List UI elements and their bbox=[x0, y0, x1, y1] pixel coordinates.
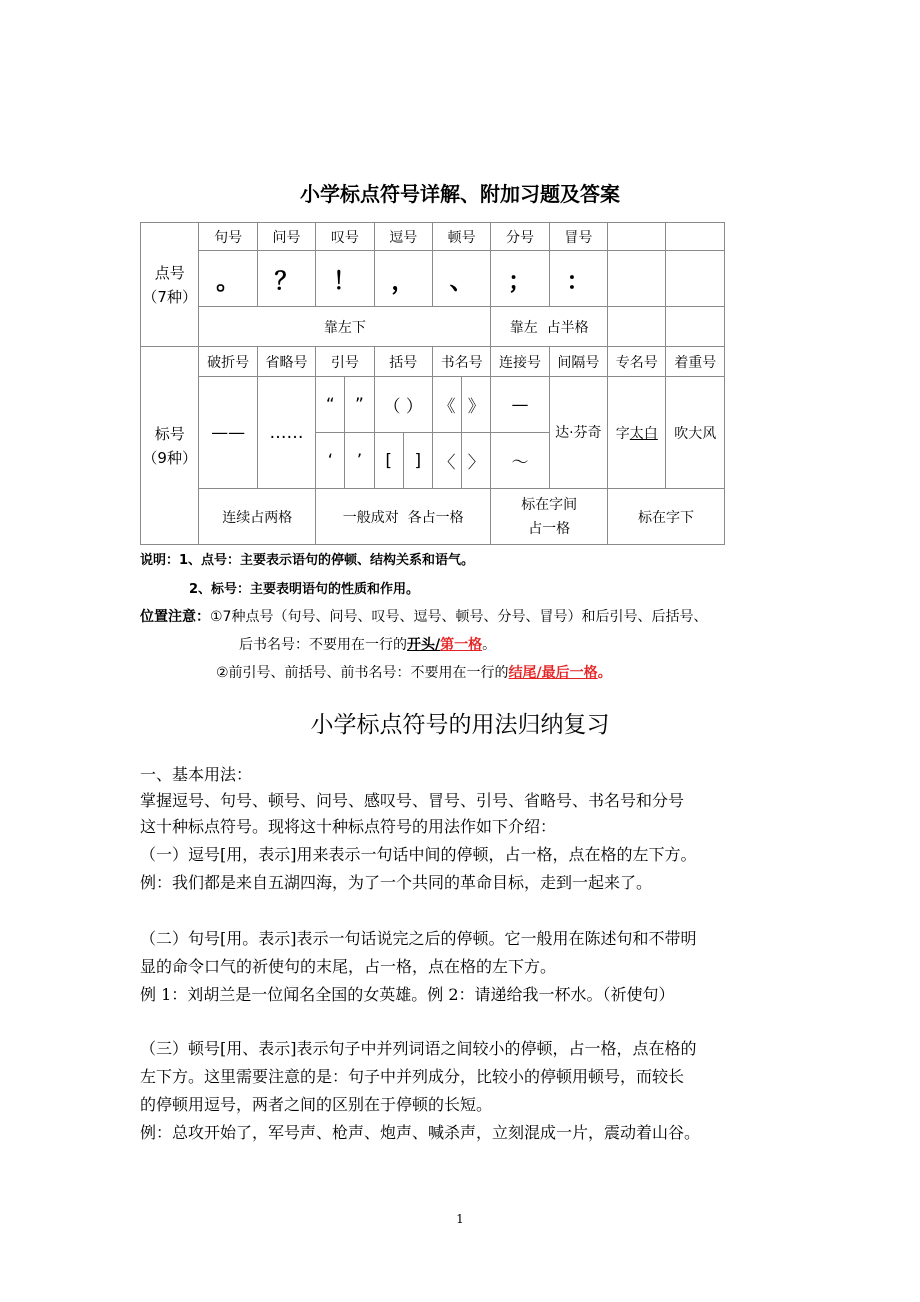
dot-header: 问号 bbox=[257, 223, 315, 251]
book-title-close-symbol: 》 bbox=[462, 377, 491, 433]
body-line: 左下方。这里需要注意的是：句子中并列成分，比较小的停顿用顿号，而较长 bbox=[140, 1067, 685, 1086]
mark-header: 破折号 bbox=[199, 347, 257, 377]
empty-cell bbox=[666, 223, 725, 251]
single-quote-close-symbol: ’ bbox=[345, 433, 374, 489]
position-note-text: ②前引号、前括号、前书名号：不要用在一行的 bbox=[216, 665, 509, 681]
emphasis-example: 吹大风 bbox=[666, 377, 725, 489]
dot-header: 逗号 bbox=[374, 223, 432, 251]
mark-header: 书名号 bbox=[432, 347, 490, 377]
body-line: （二）句号[用。表示]表示一句话说完之后的停顿。它一般用在陈述句和不带明 bbox=[140, 929, 697, 948]
dot-position-note: 靠左 占半格 bbox=[491, 307, 608, 347]
quote-open-symbol: “ bbox=[316, 377, 345, 433]
position-note-text: 后书名号：不要用在一行的 bbox=[239, 637, 407, 653]
body-line: （三）顿号[用、表示]表示句子中并列词语之间较小的停顿，占一格，点在格的 bbox=[140, 1039, 697, 1058]
mark-header: 引号 bbox=[316, 347, 374, 377]
dot-header: 叹号 bbox=[316, 223, 374, 251]
interpunct-example: 达·芬奇 bbox=[549, 377, 607, 489]
body-line: 例：总攻开始了，军号声、枪声、炮声、喊杀声，立刻混成一片，震动着山谷。 bbox=[140, 1123, 701, 1142]
note-line: 2、标号：主要表明语句的性质和作用。 bbox=[189, 582, 420, 597]
empty-cell bbox=[608, 251, 666, 307]
position-note-end: 。 bbox=[597, 665, 612, 681]
mark-position-line: 占一格 bbox=[528, 520, 571, 537]
position-note-line bbox=[140, 606, 707, 626]
body-line: （一）逗号[用，表示]用来表示一句话中间的停顿，占一格，点在格的左下方。 bbox=[140, 845, 697, 864]
page-number: 1 bbox=[456, 1212, 464, 1226]
mark-position-note bbox=[491, 489, 608, 545]
bracket-open-symbol: [ bbox=[374, 433, 403, 489]
punctuation-table bbox=[140, 222, 725, 545]
mark-header: 专名号 bbox=[608, 347, 666, 377]
position-note-label: 位置注意： bbox=[140, 609, 210, 625]
body-line: 显的命令口气的祈使句的末尾，占一格，点在格的左下方。 bbox=[140, 957, 557, 976]
position-note-end: 。 bbox=[482, 637, 497, 653]
body-line: 例 1：刘胡兰是一位闻名全国的女英雄。例 2：请递给我一杯水。（祈使句） bbox=[140, 985, 675, 1004]
dash-symbol: —— bbox=[199, 377, 257, 489]
dot-symbol: ！ bbox=[316, 251, 374, 307]
dot-header: 冒号 bbox=[549, 223, 607, 251]
dot-category-cell bbox=[141, 223, 199, 347]
body-line: 例：我们都是来自五湖四海，为了一个共同的革命目标，走到一起来了。 bbox=[140, 873, 653, 892]
book-title-open-symbol: 《 bbox=[432, 377, 461, 433]
angle-open-symbol: 〈 bbox=[432, 433, 461, 489]
dot-header: 句号 bbox=[199, 223, 257, 251]
mark-header: 括号 bbox=[374, 347, 432, 377]
note-line: 说明：1、点号：主要表示语句的停顿、结构关系和语气。 bbox=[140, 553, 475, 568]
position-note-text: ①7种点号（句号、问号、叹号、逗号、顿号、分号、冒号）和后引号、后括号、 bbox=[210, 609, 708, 625]
proper-noun-prefix: 字 bbox=[615, 425, 630, 442]
empty-cell bbox=[608, 223, 666, 251]
mark-position-note: 连续占两格 bbox=[199, 489, 316, 545]
paren-symbol: （ ） bbox=[374, 377, 432, 433]
dot-symbol: ？ bbox=[257, 251, 315, 307]
position-note-line bbox=[239, 634, 496, 654]
connector-symbol: — bbox=[491, 377, 549, 433]
body-line: 一、基本用法： bbox=[140, 765, 253, 784]
quote-close-symbol: ” bbox=[345, 377, 374, 433]
position-note-underlined: 开头/ bbox=[407, 637, 441, 653]
section-title: 小学标点符号的用法归纳复习 bbox=[310, 712, 610, 738]
proper-noun-example bbox=[608, 377, 666, 489]
mark-header: 间隔号 bbox=[549, 347, 607, 377]
dot-symbol: ； bbox=[491, 251, 549, 307]
single-quote-open-symbol: ‘ bbox=[316, 433, 345, 489]
dot-category-count: （7种） bbox=[142, 287, 197, 306]
empty-cell bbox=[666, 251, 725, 307]
mark-category-count: （9种） bbox=[142, 448, 197, 467]
position-note-line bbox=[216, 662, 612, 682]
dot-symbol: 。 bbox=[199, 251, 257, 307]
dot-position-note: 靠左下 bbox=[199, 307, 491, 347]
empty-cell bbox=[666, 307, 725, 347]
body-line: 的停顿用逗号，两者之间的区别在于停顿的长短。 bbox=[140, 1095, 493, 1114]
mark-header: 省略号 bbox=[257, 347, 315, 377]
mark-position-note: 标在字下 bbox=[608, 489, 725, 545]
angle-close-symbol: 〉 bbox=[462, 433, 491, 489]
document-title: 小学标点符号详解、附加习题及答案 bbox=[300, 182, 620, 206]
mark-header: 连接号 bbox=[491, 347, 549, 377]
bracket-close-symbol: ] bbox=[403, 433, 432, 489]
dot-header: 分号 bbox=[491, 223, 549, 251]
mark-position-note: 一般成对 各占一格 bbox=[316, 489, 491, 545]
mark-category-cell bbox=[141, 347, 199, 545]
proper-noun-marked: 太白 bbox=[629, 425, 658, 442]
position-note-highlight: 第一格 bbox=[440, 637, 483, 653]
mark-category-label: 标号 bbox=[154, 424, 185, 443]
ellipsis-symbol: …… bbox=[257, 377, 315, 489]
empty-cell bbox=[608, 307, 666, 347]
dot-symbol: 、 bbox=[432, 251, 490, 307]
body-line: 掌握逗号、句号、顿号、问号、感叹号、冒号、引号、省略号、书名号和分号 bbox=[140, 791, 685, 810]
dot-category-label: 点号 bbox=[154, 263, 185, 282]
dot-symbol: ： bbox=[549, 251, 607, 307]
dot-header: 顿号 bbox=[432, 223, 490, 251]
tilde-symbol: ～ bbox=[491, 433, 549, 489]
mark-header: 着重号 bbox=[666, 347, 725, 377]
body-line: 这十种标点符号。现将这十种标点符号的用法作如下介绍： bbox=[140, 817, 557, 836]
dot-symbol: ， bbox=[374, 251, 432, 307]
mark-position-line: 标在字间 bbox=[521, 496, 578, 513]
position-note-highlight: 结尾/最后一格 bbox=[508, 665, 598, 681]
